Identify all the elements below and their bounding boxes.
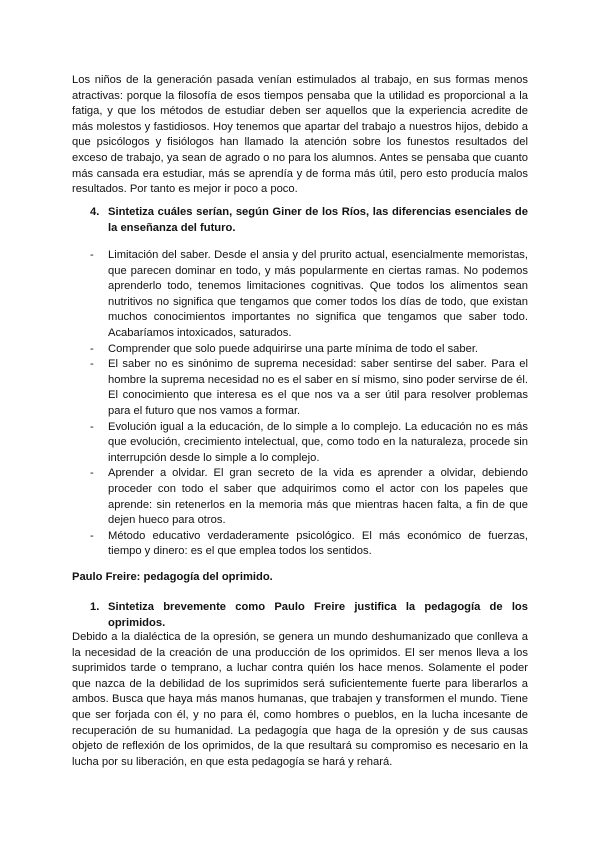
list-item	[72, 342, 528, 358]
bullet-dash: -	[90, 358, 94, 371]
bullet-dash: -	[90, 467, 94, 480]
list-item-text: Método educativo verdaderamente psicológico. El más económico de fuerzas, tiempo y dinero: es el que emplea todos los sentidos.	[108, 529, 528, 558]
list-item-text: Comprender que solo puede adquirirse una parte mínima de todo el saber.	[108, 342, 479, 355]
question-1-number: 1.	[90, 601, 100, 613]
list-item	[72, 357, 528, 419]
section-title: Paulo Freire: pedagogía del oprimido.	[72, 571, 273, 583]
bullet-dash: -	[90, 420, 94, 433]
question-4-number: 4.	[90, 206, 100, 218]
answer-paragraph: Debido a la dialéctica de la opresión, se genera un mundo deshumanizado que conlleva a la necesidad de la creación de una producción de los oprimidos. El ser menos lleva a los suprimidos tarde o temprano, a luchar contra quién los hace menos. Solamente el poder que nazca de la debilidad de los suprimidos será suficientemente fuerte para liberarlos a ambos. Busca que haya más manos humanas, que trabajen y transformen el mundo. Tiene que ser forjada con él, y no para él, como hombres o pueblos, en la lucha incesante de recuperación de su humanidad. La pedagogía que haga de la opresión y de sus causas objeto de reflexión de los oprimidos, de la que resultará su compromiso es necesario en la lucha por su liberación, en que esta pedagogía se hará y rehará.	[72, 631, 528, 768]
list-item-text: Aprender a olvidar. El gran secreto de la vida es aprender a olvidar, debiendo proceder con todo el saber que adquirimos como el actor con los papeles que aprende: sin retenerlos en la memoria más que mientras hacen falta, a fin de que dejen hueco para otros.	[108, 467, 528, 527]
question-1-heading	[72, 600, 528, 631]
list-item-text: Evolución igual a la educación, de lo simple a lo complejo. La educación no es más que evolución, crecimiento intelectual, que, como todo en la naturaleza, procede sin interrupción desde lo simple a lo complejo.	[108, 420, 528, 464]
list-item-text: El saber no es sinónimo de suprema necesidad: saber sentirse del saber. Para el hombre la suprema necesidad no es el saber en sí mismo, sino poder servirse de él. El conocimiento que interesa es el que nos va a ser útil para resolver problemas para el futuro que nos vamos a formar.	[108, 358, 528, 417]
bullet-dash: -	[90, 342, 94, 355]
question-4-text: Sintetiza cuáles serían, según Giner de los Ríos, las diferencias esenciales de la enseñanza del futuro.	[108, 206, 528, 234]
list-item	[72, 248, 528, 342]
question-1-text: Sintetiza brevemente como Paulo Freire justifica la pedagogía de los oprimidos.	[108, 601, 528, 629]
bullet-dash: -	[90, 249, 94, 261]
list-item	[72, 466, 528, 528]
intro-paragraph: Los niños de la generación pasada venían estimulados al trabajo, en sus formas menos atractivas: porque la filosofía de esos tiempos pensaba que la utilidad es proporcional a la fatiga, y que los métodos de estudiar deben ser aquellos que la experiencia acredite de más molestos y fastidiosos. Hoy tenemos que apartar del trabajo a nuestros hijos, debido a que psicólogos y fisiólogos han llamado la atención sobre los funestos resultados del exceso de trabajo, ya sean de agrado o no para los alumnos. Antes se pensaba que cuanto más cansada era estudiar, más se aprendía y de forma más útil, pero esto producía malos resultados. Por tanto es mejor ir poco a poco.	[72, 74, 528, 196]
question-4-heading	[72, 205, 528, 236]
differences-list	[72, 248, 528, 560]
list-item-text: Limitación del saber. Desde el ansia y del prurito actual, esencialmente memoristas, que parecen dominar en todo, y más popularmente en ciertas ramas. No podemos aprenderlo todo, tenemos limitaciones cognitivas. Que todos los alimentos sean nutritivos no significa que tengamos que comer todos los días de todo, que existan muchos conocimientos importantes no significa que tengamos que saber todo. Acabaríamos intoxicados, saturados.	[108, 249, 528, 339]
bullet-dash: -	[90, 529, 94, 542]
list-item	[72, 420, 528, 467]
list-item	[72, 529, 528, 560]
